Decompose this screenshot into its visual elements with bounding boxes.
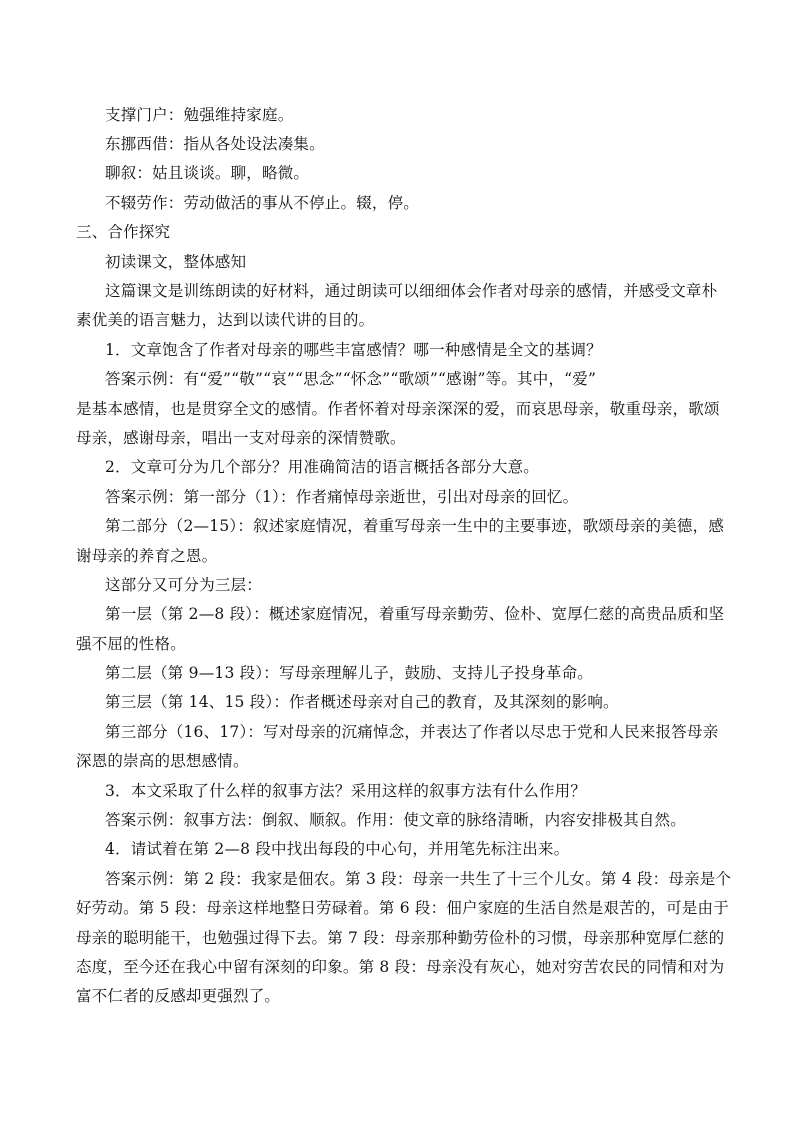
answer-2-line: 第三层（第 14、15 段）：作者概述母亲对自己的教育，及其深刻的影响。: [105, 693, 619, 711]
answer-2-line: 这部分又可分为三层：: [105, 576, 263, 594]
answer-4-line: 态度，至今还在我心中留有深刻的印象。第 8 段：母亲没有灰心，她对穷苦农民的同情和对为: [76, 958, 725, 976]
definition-liaoxu: 聊叙：姑且谈谈。聊，略微。: [105, 164, 310, 182]
definition-dongnuo-xijie: 东挪西借：指从各处设法凑集。: [105, 135, 325, 153]
answer-4-line: 好劳动。第 5 段：母亲这样地整日劳碌着。第 6 段：佃户家庭的生活自然是艰苦的，可是由于: [76, 899, 729, 917]
answer-2-line: 第三部分（16、17）：写对母亲的沉痛悼念，并表达了作者以尽忠于党和人民来报答母亲: [105, 723, 719, 741]
question-1: 1．文章饱含了作者对母亲的哪些丰富感情？哪一种感情是全文的基调？: [105, 341, 602, 359]
paragraph-line: 这篇课文是训练朗读的好材料，通过朗读可以细细体会作者对母亲的感情，并感受文章朴: [105, 282, 718, 300]
question-3: 3．本文采取了什么样的叙事方法？采用这样的叙事方法有什么作用？: [105, 782, 587, 800]
answer-3-line: 答案示例：叙事方法：倒叙、顺叙。作用：使文章的脉络清晰，内容安排极其自然。: [105, 811, 686, 829]
answer-2-line: 谢母亲的养育之恩。: [76, 547, 218, 565]
question-2: 2．文章可分为几个部分？用准确简洁的语言概括各部分大意。: [105, 458, 539, 476]
answer-2-line: 第二层（第 9—13 段）：写母亲理解儿子，鼓励、支持儿子投身革命。: [105, 664, 593, 682]
answer-2-line: 第二部分（2—15）：叙述家庭情况，着重写母亲一生中的主要事迹，歌颂母亲的美德，感: [105, 517, 725, 535]
answer-2-line: 强不屈的性格。: [76, 635, 186, 653]
answer-1-line: 是基本感情，也是贯穿全文的感情。作者怀着对母亲深深的爱，而哀思母亲，敬重母亲，歌颂: [76, 400, 720, 418]
definition-buchuo-laozuo: 不辍劳作：劳动做活的事从不停止。辍，停。: [105, 194, 420, 212]
answer-1-line: 答案示例：有“爱”“敬”“哀”“思念”“怀念”“歌颂”“感谢”等。其中，“爱”: [105, 370, 597, 388]
subheading-chudu-kewen: 初读课文，整体感知: [105, 253, 247, 271]
answer-4-line: 答案示例：第 2 段：我家是佃农。第 3 段：母亲一共生了十三个儿女。第 4 段：母亲是个: [105, 870, 732, 888]
answer-1-line: 母亲，感谢母亲，唱出一支对母亲的深情赞歌。: [76, 429, 406, 447]
question-4: 4．请试着在第 2—8 段中找出每段的中心句，并用笔先标注出来。: [105, 840, 570, 858]
answer-2-line: 深恩的崇高的思想感情。: [76, 752, 249, 770]
answer-4-line: 母亲的聪明能干，也勉强过得下去。第 7 段：母亲那种勤劳俭朴的习惯，母亲那种宽厚仁慈的: [76, 929, 725, 947]
answer-4-line: 富不仁者的反感却更强烈了。: [76, 987, 281, 1005]
paragraph-line: 素优美的语言魅力，达到以读代讲的目的。: [76, 311, 375, 329]
answer-2-line: 答案示例：第一部分（1）：作者痛悼母亲逝世，引出对母亲的回忆。: [105, 488, 579, 506]
definition-zhicheng-menhu: 支撑门户：勉强维持家庭。: [105, 106, 294, 124]
section-heading-hezuo-tanjiu: 三、合作探究: [76, 223, 171, 241]
answer-2-line: 第一层（第 2—8 段）：概述家庭情况，着重写母亲勤劳、俭朴、宽厚仁慈的高贵品质和坚: [105, 605, 725, 623]
